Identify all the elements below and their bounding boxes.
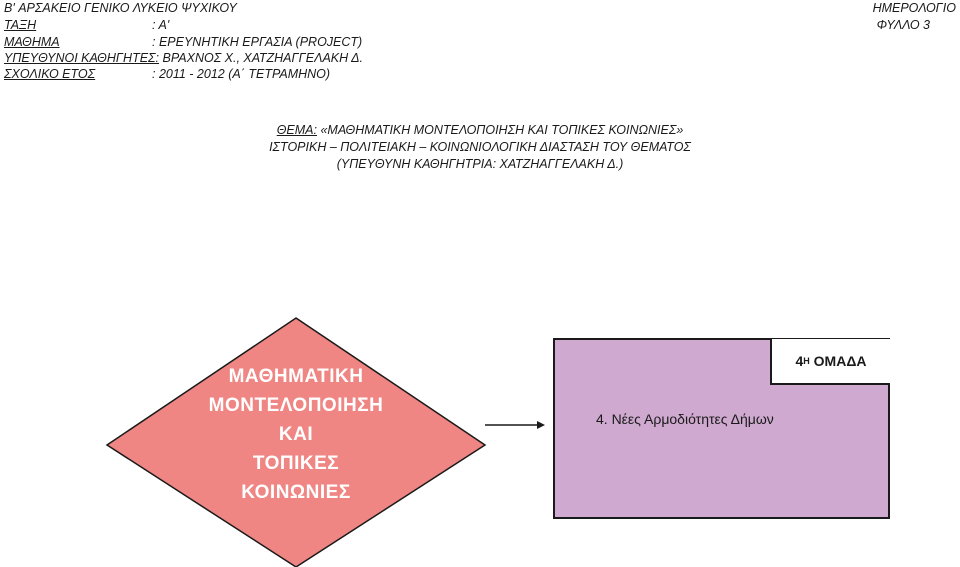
group-sup: Η xyxy=(803,356,810,366)
diamond-line: ΜΟΝΤΕΛΟΠΟΙΗΣΗ xyxy=(208,395,384,416)
group-label xyxy=(770,339,890,385)
group-word: ΟΜΑΔΑ xyxy=(813,353,867,369)
class-value: : A' xyxy=(152,18,170,32)
school-name: B' ΑΡΣΑΚΕΙΟ ΓΕΝΙΚΟ ΛΥΚΕΙΟ ΨΥΧΙΚΟΥ xyxy=(4,1,237,15)
diamond-line: ΜΑΘΗΜΑΤΙΚΗ xyxy=(228,366,364,387)
journal-title: ΗΜΕΡΟΛΟΓΙΟ xyxy=(872,1,956,15)
class-label: ΤΑΞΗ xyxy=(4,18,37,32)
sheet-number: ΦΥΛΛΟ 3 xyxy=(876,18,930,32)
arrow-head-icon xyxy=(537,421,545,429)
course-value: : ΕΡΕΥΝΗΤΙΚΗ ΕΡΓΑΣΙΑ (PROJECT) xyxy=(152,35,363,49)
theme-subtitle: ΙΣΤΟΡΙΚΗ – ΠΟΛΙΤΕΙΑΚΗ – ΚΟΙΝΩΝΙΟΛΟΓΙΚΗ ΔΙΑΣΤΑΣΗ ΤΟΥ ΘΕΜΑΤΟΣ xyxy=(269,140,691,154)
year-value: : 2011 - 2012 (Α΄ ΤΕΤΡΑΜΗΝΟ) xyxy=(152,67,331,81)
course-label: ΜΑΘΗΜΑ xyxy=(4,35,60,49)
theme-label: ΘΕΜΑ: xyxy=(276,123,317,137)
diamond-line: ΚΟΙΝΩΝΙΕΣ xyxy=(241,482,351,503)
teachers-label: ΥΠΕΥΘΥΝΟΙ ΚΑΘΗΓΗΤΕΣ: xyxy=(4,51,160,65)
year-label: ΣΧΟΛΙΚΟ ΕΤΟΣ xyxy=(4,67,96,81)
diamond-line: ΤΟΠΙΚΕΣ xyxy=(252,453,340,474)
teachers-value: ΒΡΑΧΝΟΣ Χ., ΧΑΤΖΗΑΓΓΕΛΑΚΗ Δ. xyxy=(162,51,364,65)
group-number: 4 xyxy=(795,353,804,369)
topic-box-label: 4. Νέες Αρμοδιότητες Δήμων xyxy=(596,411,774,427)
diamond-line: ΚΑΙ xyxy=(278,424,314,445)
theme-title: «ΜΑΘΗΜΑΤΙΚΗ ΜΟΝΤΕΛΟΠΟΙΗΣΗ ΚΑΙ ΤΟΠΙΚΕΣ ΚΟΙΝΩΝΙΕΣ» xyxy=(317,123,684,137)
theme-responsible: (ΥΠΕΥΘΥΝΗ ΚΑΘΗΓΗΤΡΙΑ: ΧΑΤΖΗΑΓΓΕΛΑΚΗ Δ.) xyxy=(336,157,624,171)
